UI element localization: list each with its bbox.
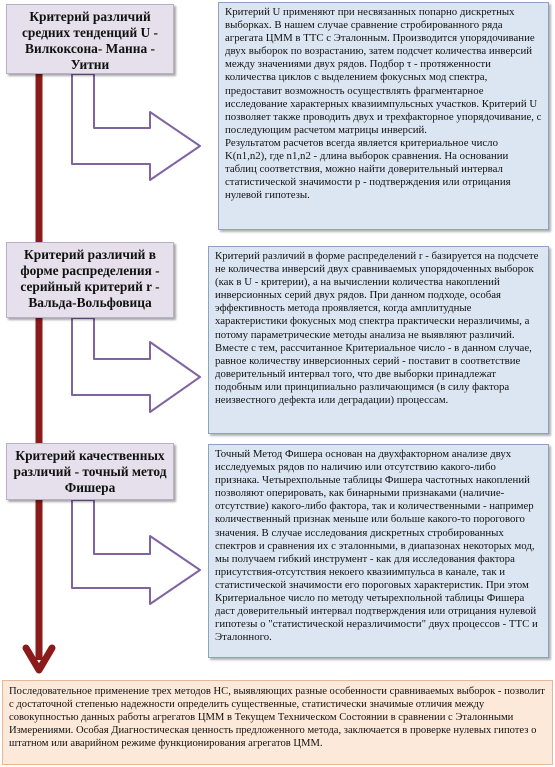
summary-box: Последовательное применение трех методов НС, выявляющих разные особенности сравниваемых выборок - позволит с достаточной степенью надежности определить существенные, статистически значимые отличия между совокупностью данных работы агрегатов ЦММ в Текущем Техническом Состоянии в сравнении с Эталонными Измерениями. Особая Диагностическая ценность предложенного метода, заключается в проверке нулевых гипотез о штатном или аварийном режиме функционирования агрегатов ЦММ. bbox=[2, 680, 553, 765]
bent-arrow-1 bbox=[72, 74, 200, 180]
criterion-u-description bbox=[218, 2, 549, 230]
bent-arrow-3 bbox=[72, 500, 200, 604]
criterion-u-text: Критерий U применяют при несвязанных попарно дискретных выборках. В нашем случае сравнение стробированного ряда агрегата ЦММ в ТТС с Эталонным. Производится упорядочивание двух выборок по возрастанию, затем подсчет количества инверсий между значениями двух рядов. Подбор τ - протяженности количества циклов с выделением фокусных мод спектра, предоставит возможность осуществлять фрагментарное исследование характерных квазиимпульсных участков. Критерий U позволяет также проводить двух и трехфакторное упорядочивание, с последующим расчетом матрицы инверсий. bbox=[225, 6, 542, 136]
criterion-r-description bbox=[208, 246, 549, 434]
criterion-r-text: Критерий различий в форме распределений r - базируется на подсчете не количества инверсий двух сравниваемых упорядоченных выборок (как в U - критерии), а на вычислении количества накоплений инверсионных серий двух рядов. При данном подходе, особая эффективность метода проявляется, когда амплитудные характеристики фокусных мод спектра практически неразличимы, а потому параметрические методы анализа не выявляют различий. Вместе с тем, рассчитанное Критериальное число - в данном случае, равное количеству инверсионных серий - поставит в соответствие доверительный интервал того, что две выборки принадлежат подобным или принципиально различающимся (в силу фактора неизвестного дефекта или деградации) процессам. bbox=[215, 250, 539, 407]
bent-arrow-2 bbox=[72, 318, 200, 412]
main-flow-arrow bbox=[26, 70, 52, 670]
criterion-u-label: Критерий различий средних тенденций U - Вилкоксона- Манна - Уитни bbox=[6, 4, 174, 74]
criterion-fisher-text: Точный Метод Фишера основан на двухфакторном анализе двух исследуемых рядов по наличию или отсутствию какого-либо признака. Четырехпольные таблицы Фишера частотных накоплений позволяют оперировать, как бинарными признаками (наличие-отсутствие) какого-либо фактора, так и количественными - например количественный признак меньше или больше какого-то порогового значения. В случае исследования дискретных стробированных спектров и сравнения их с эталонными, в диапазонах некоторых мод, мы получаем гибкий инструмент - как для исследования фактора присутствия-отсутствия некоего квазиимпульса в канале, так и статистической значимости его пороговых характеристик. При этом Критериальное число по методу четырехпольной таблицы Фишера даст доверительный интервал подтверждения или отрицания нулевой гипотезы о "статистической неразличимости" двух процессов - ТТС и Эталонного. bbox=[215, 448, 538, 644]
criterion-fisher-description bbox=[208, 444, 549, 658]
criterion-u-result-text: Результатом расчетов всегда является критериальное число K(n1,n2), где n1,n2 - длина выборок сравнения. На основании таблиц соответствия, можно найти доверительный интервал статистической значимости p - подтверждения или отрицания нулевой гипотезы. bbox=[225, 136, 511, 202]
criterion-r-label: Критерий различий в форме распределения - серийный критерий r - Вальда-Вольфовица bbox=[6, 242, 174, 318]
criterion-fisher-label: Критерий качественных различий - точный метод Фишера bbox=[6, 443, 174, 500]
